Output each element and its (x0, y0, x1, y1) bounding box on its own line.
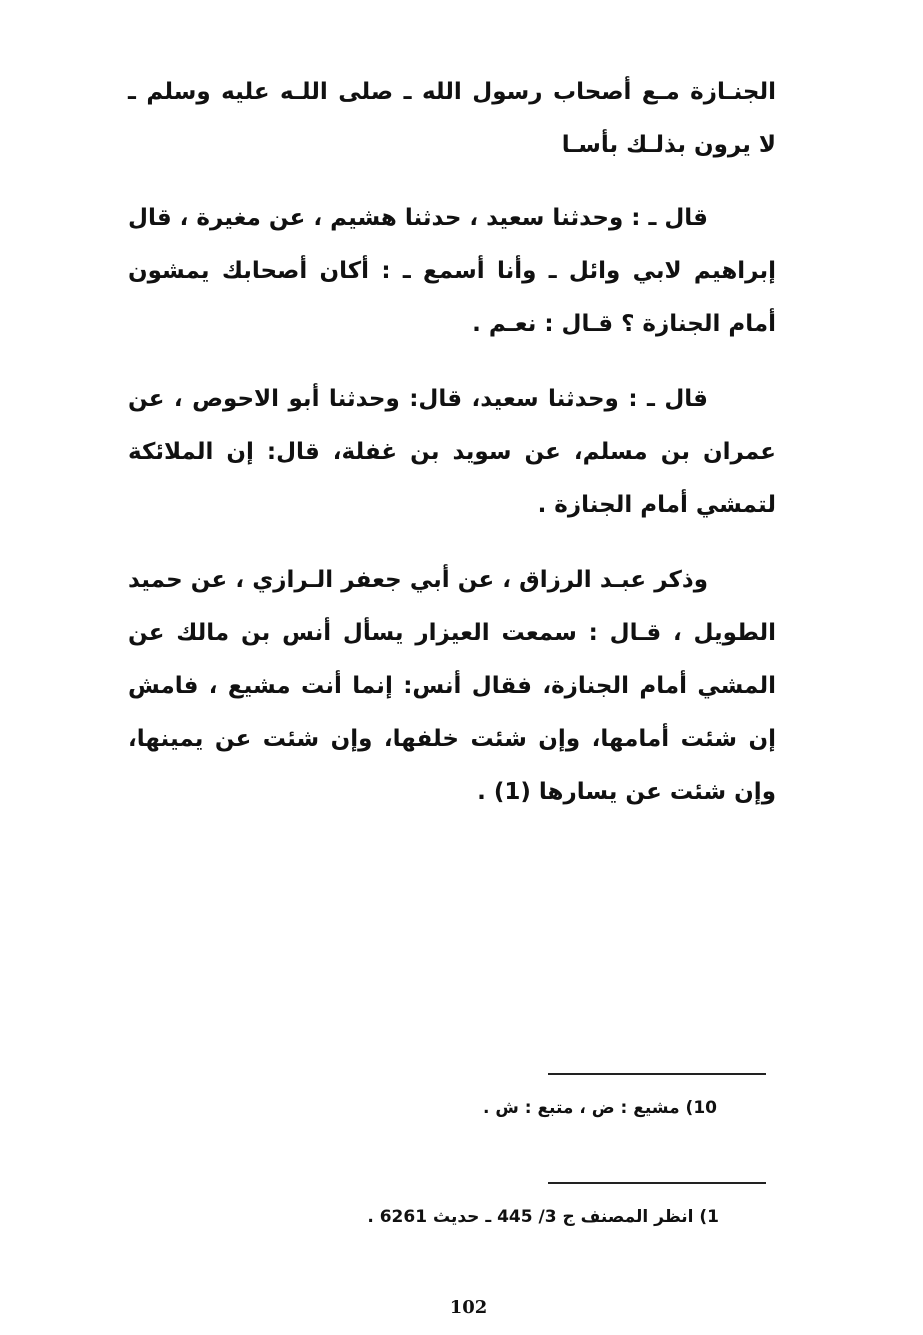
footnote-divider-bottom (548, 1182, 766, 1184)
main-text (128, 66, 776, 841)
paragraph-2: قال ـ : وحدثنا سعيد ، حدثنا هشيم ، عن مغيرة ، قال إبراهيم لابي وائل ـ وأنا أسمع ـ : أكان أصحابك يمشون أمام الجنازة ؟ قـال : نعـم . (128, 205, 776, 337)
paragraph-4: وذكر عبـد الرزاق ، عن أبي جعفر الـرازي ، عن حميد الطويل ، قـال : سمعت العيزار يسأل أنس بن مالك عن المشي أمام الجنازة، فقال أنس: إنما أنت مشيع ، فامش إن شئت أمامها، وإن شئت خلفها، وإن شئت عن يمينها، وإن شئت عن يسارها (1) . (128, 567, 776, 805)
footnote-divider-top (548, 1073, 766, 1075)
paragraph-1: الجنـازة مـع أصحاب رسول الله ـ صلى اللـه عليه وسلم ـ لا يرون بذلـك بأسـا (128, 79, 776, 158)
variant-footnote: 10) مشيع : ض ، متبع : ش . (482, 1098, 717, 1118)
paragraph-3: قال ـ : وحدثنا سعيد، قال: وحدثنا أبو الاحوص ، عن عمران بن مسلم، عن سويد بن غفلة، قال: إن الملائكة لتمشي أمام الجنازة . (128, 386, 776, 518)
page-number: 102 (449, 1297, 488, 1318)
source-footnote: 1) انظر المصنف ج 3/ 445 ـ حديث 6261 . (367, 1207, 719, 1227)
